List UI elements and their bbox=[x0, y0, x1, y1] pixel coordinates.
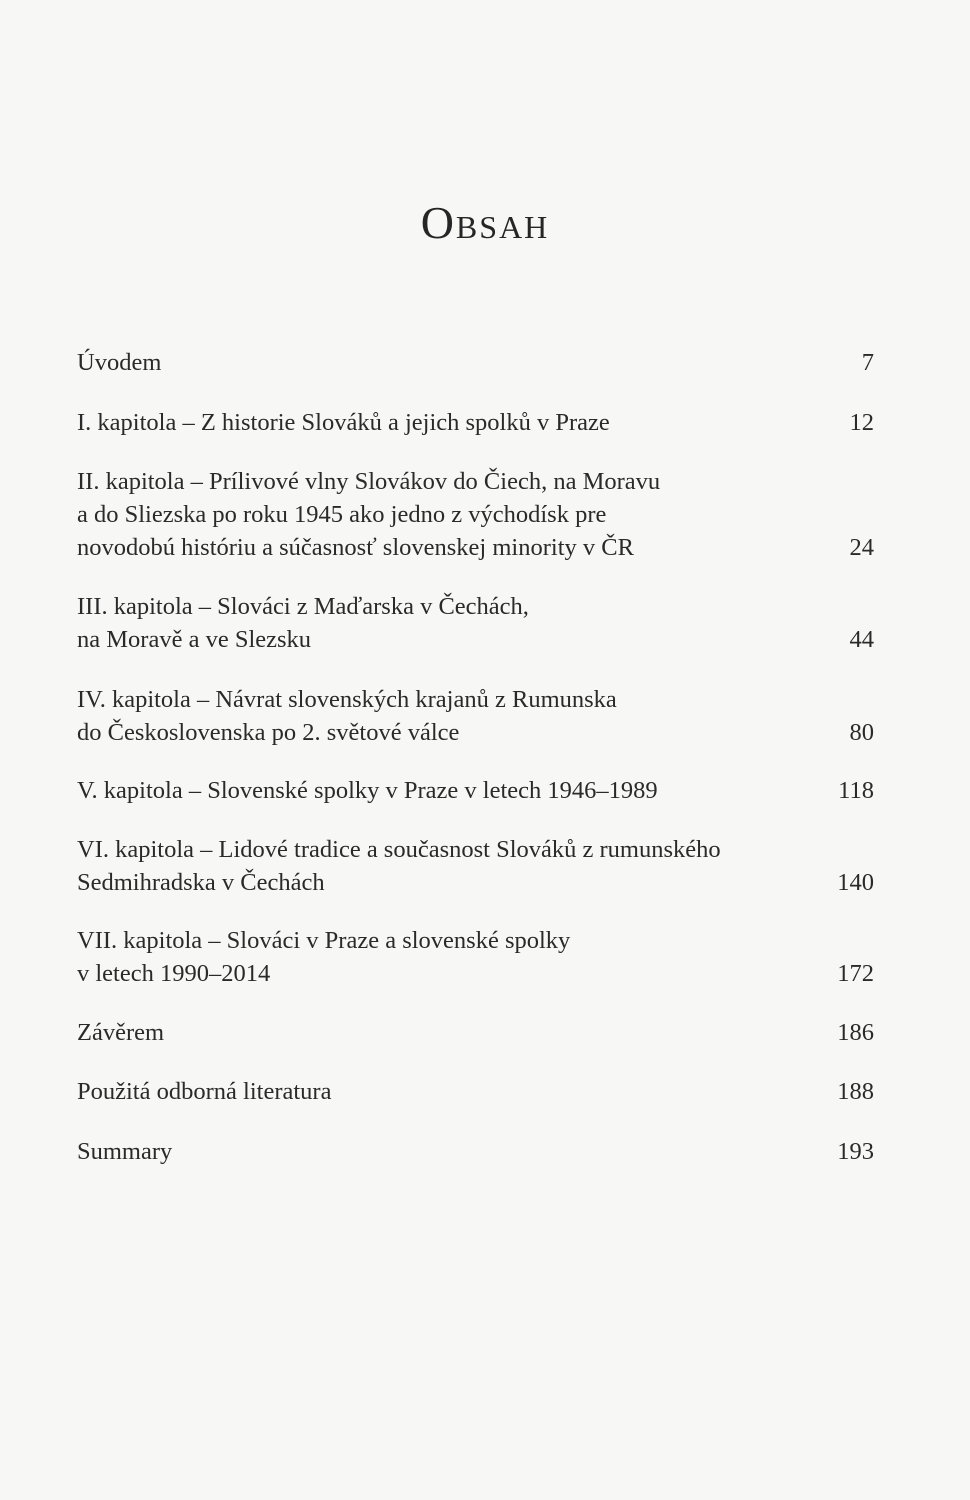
toc-entry-page: 24 bbox=[849, 534, 874, 561]
toc-entry-page: 44 bbox=[849, 626, 874, 653]
toc-entry-title: Použitá odborná literatura bbox=[77, 1078, 332, 1105]
toc-entry-summary[interactable] bbox=[77, 1135, 874, 1168]
toc-entry-title: VI. kapitola – Lidové tradice a současnost Slováků z rumunského Sedmihradska v Čechách bbox=[77, 836, 721, 896]
toc-entry-title: Úvodem bbox=[77, 349, 162, 376]
page-title: Obsah bbox=[420, 197, 550, 248]
toc-entry-title: II. kapitola – Prílivové vlny Slovákov do Čiech, na Moravu a do Sliezska po roku 1945 ako jedno z východísk pre novodobú históriu a súčasnosť slovenskej minority v ČR bbox=[77, 468, 661, 561]
toc-entry-title: Summary bbox=[77, 1138, 173, 1165]
toc-entry-page: 80 bbox=[849, 719, 874, 746]
toc-entry-title: IV. kapitola – Návrat slovenských krajanů z Rumunska do Československa po 2. světové válce bbox=[77, 686, 617, 746]
toc-entry-page: 140 bbox=[837, 869, 874, 896]
toc-entry-page: 188 bbox=[837, 1078, 874, 1105]
toc-entry-chapter-1[interactable] bbox=[77, 406, 874, 439]
toc-entry-chapter-4[interactable] bbox=[77, 683, 874, 749]
toc-entry-title: V. kapitola – Slovenské spolky v Praze v letech 1946–1989 bbox=[77, 777, 658, 804]
toc-entry-page: 186 bbox=[837, 1019, 874, 1046]
toc-entry-uvodem[interactable] bbox=[77, 346, 874, 379]
toc-entry-zaverem[interactable] bbox=[77, 1016, 874, 1049]
toc-entry-page: 12 bbox=[849, 409, 874, 436]
toc-entry-chapter-2[interactable] bbox=[77, 465, 874, 564]
toc-entry-title: III. kapitola – Slováci z Maďarska v Čechách, na Moravě a ve Slezsku bbox=[77, 593, 529, 653]
toc-entry-chapter-3[interactable] bbox=[77, 590, 874, 656]
toc-entry-title: VII. kapitola – Slováci v Praze a slovenské spolky v letech 1990–2014 bbox=[77, 927, 571, 987]
toc-entry-page: 172 bbox=[837, 960, 874, 987]
toc-entry-chapter-6[interactable] bbox=[77, 833, 874, 899]
toc-entry-chapter-7[interactable] bbox=[77, 924, 874, 990]
toc-entry-page: 118 bbox=[838, 777, 874, 804]
toc-entry-title: I. kapitola – Z historie Slováků a jejich spolků v Praze bbox=[77, 409, 610, 436]
toc-entry-literatura[interactable] bbox=[77, 1075, 874, 1108]
toc-entry-page: 7 bbox=[861, 349, 874, 376]
toc-entry-chapter-5[interactable] bbox=[77, 774, 874, 807]
toc-entry-title: Závěrem bbox=[77, 1019, 165, 1046]
toc-entry-page: 193 bbox=[837, 1138, 874, 1165]
